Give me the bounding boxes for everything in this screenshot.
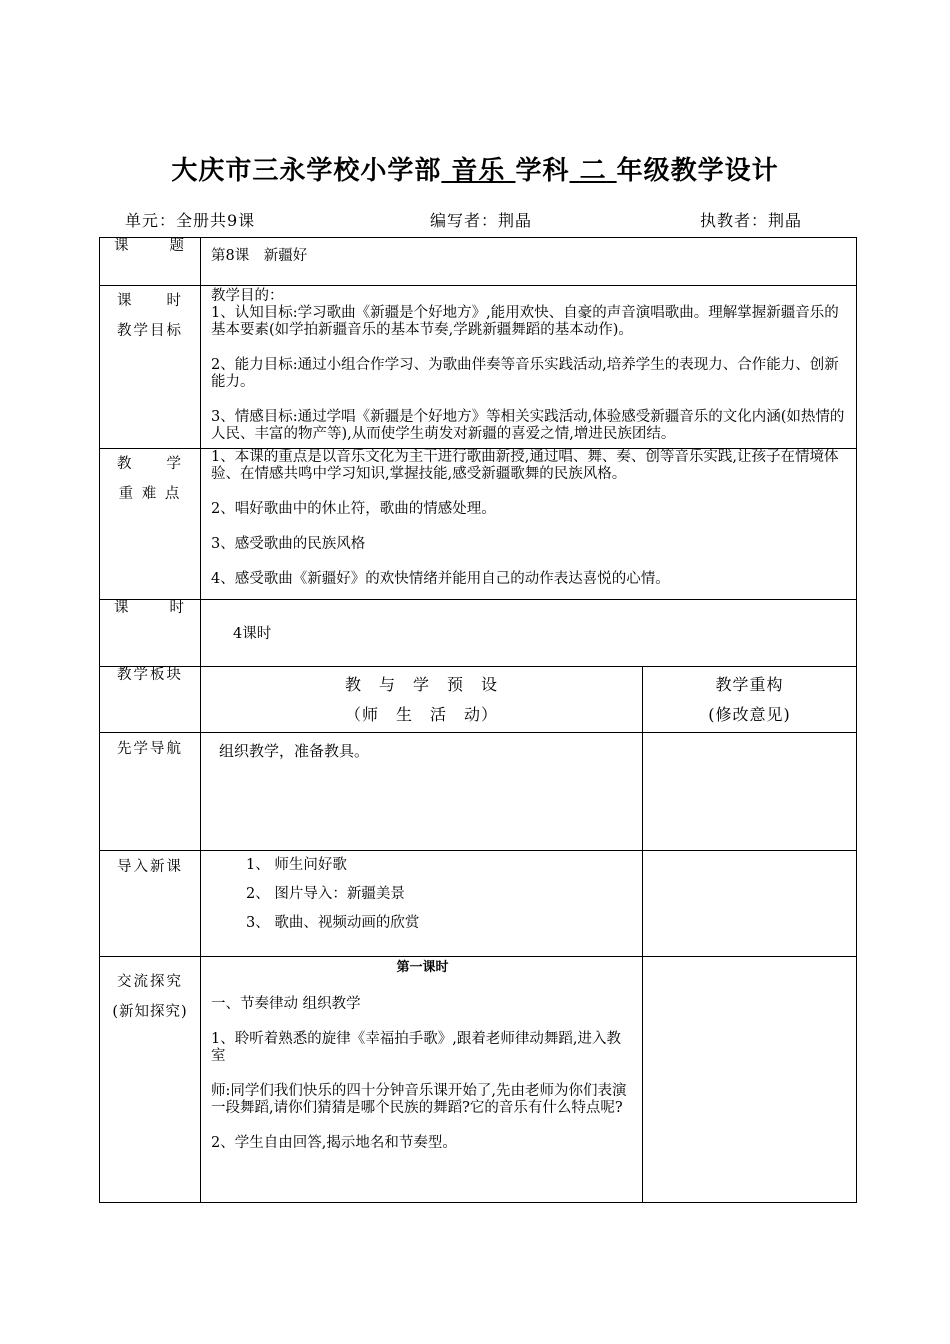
goal-ability: 2、能力目标:通过小组合作学习、为歌曲伴奏等音乐实践活动,培养学生的表现力、合作能力、创新能力。 — [211, 357, 839, 390]
explore-revision — [643, 957, 857, 1203]
explore-item: 师:同学们我们快乐的四十分钟音乐课开始了,先由老师为你们表演一段舞蹈,请你们猜猜是哪个民族的舞蹈?它的音乐有什么特点呢? — [211, 1083, 627, 1116]
explore-item: 一、节奏律动 组织教学 — [211, 996, 361, 1012]
explore-item: 1、聆听着熟悉的旋律《幸福拍手歌》,跟着老师律动舞蹈,进入教室 — [211, 1031, 621, 1064]
topic-value: 第8课 新疆好 — [201, 238, 857, 286]
row-difficulty — [100, 449, 857, 600]
header-revision: 教学重构 (修改意见) — [643, 667, 857, 733]
row-intro — [100, 851, 857, 957]
label-explore: 交流探究 (新知探究) — [100, 957, 201, 1203]
intro-item: 3、 歌曲、视频动画的欣赏 — [246, 915, 420, 931]
writer-info: 编写者：荆晶 — [430, 211, 533, 230]
intro-item: 2、 图片导入：新疆美景 — [246, 886, 405, 902]
intro-item: 1、 师生问好歌 — [246, 857, 347, 873]
header-activities: 教 与 学 预 设 （师 生 活 动） — [201, 667, 643, 733]
row-goals — [100, 286, 857, 449]
lesson-heading: 第一课时 — [396, 960, 449, 975]
label-topic: 课 题 — [100, 238, 201, 286]
intro-content — [201, 851, 643, 957]
label-hours: 课 时 — [100, 600, 201, 667]
label-section: 教学板块 — [100, 667, 201, 733]
difficulty-content — [201, 449, 857, 600]
difficulty-item: 4、感受歌曲《新疆好》的欢快情绪并能用自己的动作表达喜悦的心情。 — [211, 571, 670, 587]
hours-value: 4课时 — [201, 600, 857, 667]
label-intro: 导入新课 — [100, 851, 201, 957]
goal-cognitive: 1、认知目标:学习歌曲《新疆是个好地方》,能用欢快、自豪的声音演唱歌曲。理解掌握新疆音乐的基本要素(如学拍新疆音乐的基本节奏,学跳新疆舞蹈的基本动作)。 — [211, 305, 839, 338]
label-difficulty: 教 学 重 难 点 — [100, 449, 201, 600]
intro-revision — [643, 851, 857, 957]
difficulty-item: 3、感受歌曲的民族风格 — [211, 536, 366, 552]
preview-revision — [643, 733, 857, 851]
title-subject: 音乐 — [451, 156, 506, 186]
lesson-plan-table — [99, 237, 857, 1203]
title-school: 大庆市三永学校小学部 — [171, 156, 442, 186]
title-subject-suffix: 学科 — [515, 156, 570, 186]
preview-content: 组织教学，准备教具。 — [201, 733, 643, 851]
difficulty-item: 1、本课的重点是以音乐文化为主干进行歌曲新授,通过唱、舞、奏、创等音乐实践,让孩子在情境体验、在情感共鸣中学习知识,掌握技能,感受新疆歌舞的民族风格。 — [211, 449, 839, 482]
label-goals: 课 时 教学目标 — [100, 286, 201, 449]
unit-info: 单元：全册共9课 — [125, 211, 256, 230]
explore-content — [201, 957, 643, 1203]
goal-emotion: 3、情感目标:通过学唱《新疆是个好地方》等相关实践活动,体验感受新疆音乐的文化内涵(如热情的人民、丰富的物产等),从而使学生萌发对新疆的喜爱之情,增进民族团结。 — [211, 409, 845, 442]
row-explore — [100, 957, 857, 1203]
page-title — [0, 150, 950, 187]
title-suffix: 年级教学设计 — [616, 156, 779, 186]
goals-content — [201, 286, 857, 449]
row-header — [100, 667, 857, 733]
row-hours — [100, 600, 857, 667]
title-grade: 二 — [579, 156, 607, 186]
row-topic — [100, 238, 857, 286]
goals-intro: 教学目的： — [211, 288, 284, 304]
row-preview — [100, 733, 857, 851]
difficulty-item: 2、唱好歌曲中的休止符，歌曲的情感处理。 — [211, 501, 496, 517]
explore-item: 2、学生自由回答,揭示地名和节奏型。 — [211, 1135, 457, 1151]
label-preview: 先学导航 — [100, 733, 201, 851]
teacher-info: 执教者：荆晶 — [700, 211, 803, 230]
